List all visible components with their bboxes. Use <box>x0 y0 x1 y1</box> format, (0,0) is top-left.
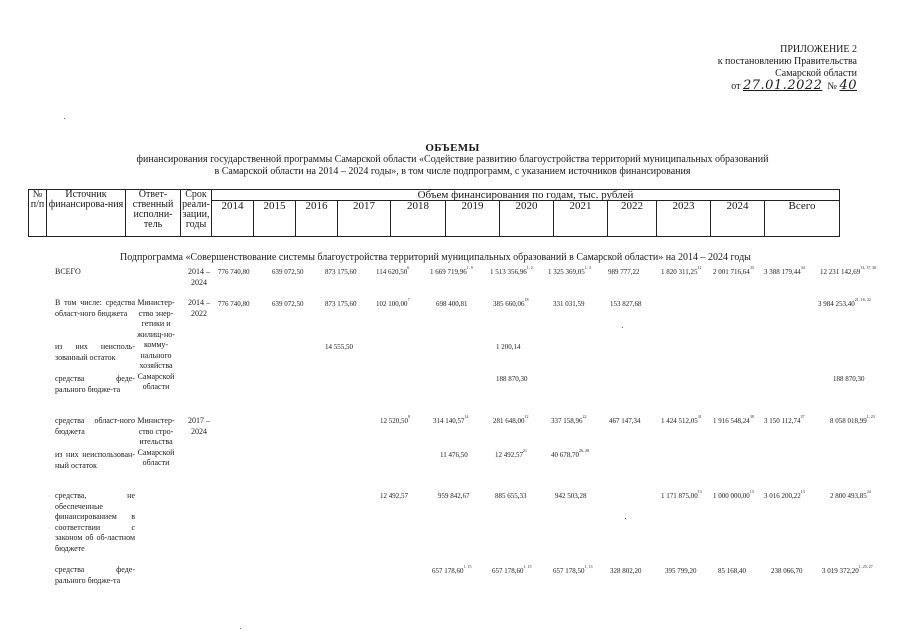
scan-speck <box>240 628 241 629</box>
year-2014: 2014 <box>212 201 254 237</box>
r1-total: 12 231 142,69$^{13, 17, 30}$ <box>820 265 877 276</box>
r5-2018: 314 140,57$^{14}$ <box>433 414 469 425</box>
r6-2020: 40 678,70$^{26, 28}$ <box>551 448 589 459</box>
r7-total: 2 800 493,85$^{24}$ <box>830 489 871 500</box>
r3-2019: 1 200,14 <box>496 343 521 351</box>
doc-subtitle-line1: финансирования государственной программы Самарской области «Содействие развитию благоустройства территорий муниципальных образований <box>136 154 769 165</box>
r8-2023: 85 168,40 <box>718 567 746 575</box>
col-source: Источник финансирова-ния <box>47 190 126 237</box>
year-2020: 2020 <box>500 201 554 237</box>
r2-2021: 153 827,68 <box>610 300 642 308</box>
r2-2019: 385 660,06$^{18}$ <box>493 297 529 308</box>
r1-2023: 2 001 716,64$^{33}$ <box>713 265 754 276</box>
year-2016: 2016 <box>296 201 338 237</box>
row-total-source: ВСЕГО <box>55 267 81 276</box>
r1-2017: 114 620,50$^6$ <box>376 265 410 276</box>
r1-2014: 776 740,80 <box>218 268 250 276</box>
r8-2024: 238 066,70 <box>771 567 803 575</box>
scan-speck <box>64 118 65 119</box>
r5-2019: 281 648,00$^{12}$ <box>493 414 529 425</box>
r7-2024: 3 016 200,22$^{13}$ <box>764 489 805 500</box>
scan-speck <box>622 327 623 328</box>
r2-total: 3 984 253,40$^{21, 16, 32}$ <box>818 297 871 308</box>
r6-2019: 12 492,57$^{21}$ <box>495 448 527 459</box>
r8-total: 3 019 372,20$^{1, 25, 27}$ <box>822 564 873 575</box>
header-table <box>28 189 840 237</box>
year-2022: 2022 <box>608 201 657 237</box>
r7-2020: 942 503,28 <box>555 492 587 500</box>
row-regional2-source: средства област-ного бюджета <box>55 416 135 436</box>
r1-2016: 873 175,60 <box>325 268 357 276</box>
row-regional2-responsible: Министер-ство стро-ительства Самарской области <box>137 416 175 467</box>
col-period: Срок реали-зации, годы <box>181 190 212 237</box>
r5-2017: 12 520,50$^8$ <box>380 414 410 425</box>
r5-2020: 337 158,96$^{22}$ <box>551 414 587 425</box>
r1-2015: 639 072,50 <box>272 268 304 276</box>
from-label: от <box>731 81 741 92</box>
r2-2016: 873 175,60 <box>325 300 357 308</box>
r7-2018: 959 842,67 <box>438 492 470 500</box>
r8-2021: 328 802,20 <box>610 567 642 575</box>
doc-title: ОБЪЕМЫ <box>425 142 480 154</box>
r5-2021: 467 147,34 <box>609 417 641 425</box>
col-responsible: Ответ-ственный исполни-тель <box>126 190 181 237</box>
r2-2015: 639 072,50 <box>272 300 304 308</box>
r1-2018: 1 669 719,96$^{1, 9}$ <box>430 265 473 276</box>
r8-2022: 395 799,20 <box>665 567 697 575</box>
number-sign: № <box>827 81 837 92</box>
r1-2019: 1 513 356,96$^{1, 2}$ <box>490 265 533 276</box>
r2-2017: 102 100,00$^7$ <box>376 297 410 308</box>
year-2021: 2021 <box>554 201 608 237</box>
col-num: № п/п <box>29 190 47 237</box>
appendix-block <box>597 44 857 93</box>
r1-2024: 3 388 179,44$^{34}$ <box>764 265 805 276</box>
r5-2024: 3 150 112,74$^{37}$ <box>764 414 805 425</box>
r3-2016: 14 555,50 <box>325 343 353 351</box>
appendix-title: ПРИЛОЖЕНИЕ 2 <box>780 44 857 55</box>
appendix-ref: к постановлению Правительства <box>717 56 857 67</box>
subprogram-title: Подпрограмма «Совершенствование системы благоустройства территорий муниципальных образований в Самарской области» на 2014 – 2024 годы <box>120 252 751 263</box>
row-federal2-source: средства феде-рального бюдже-та <box>55 565 135 585</box>
r1-2021: 989 777,22 <box>608 268 640 276</box>
r5-total: 8 058 018,99$^{1, 23}$ <box>830 414 875 425</box>
year-2024: 2024 <box>711 201 765 237</box>
r2-2014: 776 740,80 <box>218 300 250 308</box>
r7-2017: 12 492,57 <box>380 492 408 500</box>
handwritten-number: 40 <box>839 78 857 93</box>
row-regional-responsible: Министер-ство энер-гетики и жилищ-но-комму-нального хозяйства Самарской области <box>137 298 175 391</box>
r1-2022: 1 820 311,25$^{12}$ <box>661 265 702 276</box>
r2-2020: 331 031,59 <box>553 300 585 308</box>
row-unused-source: из них неисполь-зованный остаток <box>55 342 135 362</box>
r8-2018: 657 178,60$^{1, 15}$ <box>432 564 472 575</box>
year-2015: 2015 <box>254 201 296 237</box>
row-regional2-period: 2017 – 2024 <box>188 416 210 436</box>
row-federal-source: средства феде-рального бюдже-та <box>55 374 135 394</box>
r6-2018: 11 476,50 <box>440 451 468 459</box>
row-total-period: 2014 – 2024 <box>188 267 210 287</box>
r5-2023: 1 916 548,24$^{38}$ <box>713 414 754 425</box>
r7-2022: 1 171 875,00$^{13}$ <box>661 489 702 500</box>
r4-total: 188 870,30 <box>833 375 865 383</box>
appendix-date-line <box>597 80 857 93</box>
handwritten-date: 27.01.2022 <box>742 78 823 93</box>
year-2023: 2023 <box>657 201 711 237</box>
row-regional-period: 2014 – 2022 <box>188 298 210 318</box>
appendix-region: Самарской области <box>775 68 857 79</box>
r8-2019: 657 178,60$^{1, 15}$ <box>492 564 532 575</box>
scan-speck <box>625 518 626 519</box>
year-2019: 2019 <box>446 201 500 237</box>
col-volume: Объем финансирования по годам, тыс. рублей <box>212 190 840 201</box>
row-unused2-source: из них неиспользован-ный остаток <box>55 450 135 470</box>
year-2018: 2018 <box>391 201 446 237</box>
r5-2022: 1 424 512,05$^{31}$ <box>661 414 702 425</box>
r7-2023: 1 000 000,00$^{13}$ <box>713 489 754 500</box>
row-unfunded-source: средства, не обеспеченные финансированием в соответствии с законом об об-ластном бюджете <box>55 491 135 553</box>
row-regional-source: В том числе: средства област-ного бюджета <box>55 298 135 318</box>
doc-subtitle-line2: в Самарской области на 2014 – 2024 годы», в том числе подпрограмм, с указанием источников финансирования <box>214 166 691 177</box>
r8-2020: 657 178,50$^{1, 13}$ <box>553 564 593 575</box>
year-2017: 2017 <box>338 201 391 237</box>
r7-2019: 885 655,33 <box>495 492 527 500</box>
r2-2018: 698 400,81 <box>436 300 468 308</box>
r4-2019: 188 870,30 <box>496 375 528 383</box>
year-total: Всего <box>765 201 840 237</box>
r1-2020: 1 325 369,05$^{1, 3}$ <box>548 265 591 276</box>
